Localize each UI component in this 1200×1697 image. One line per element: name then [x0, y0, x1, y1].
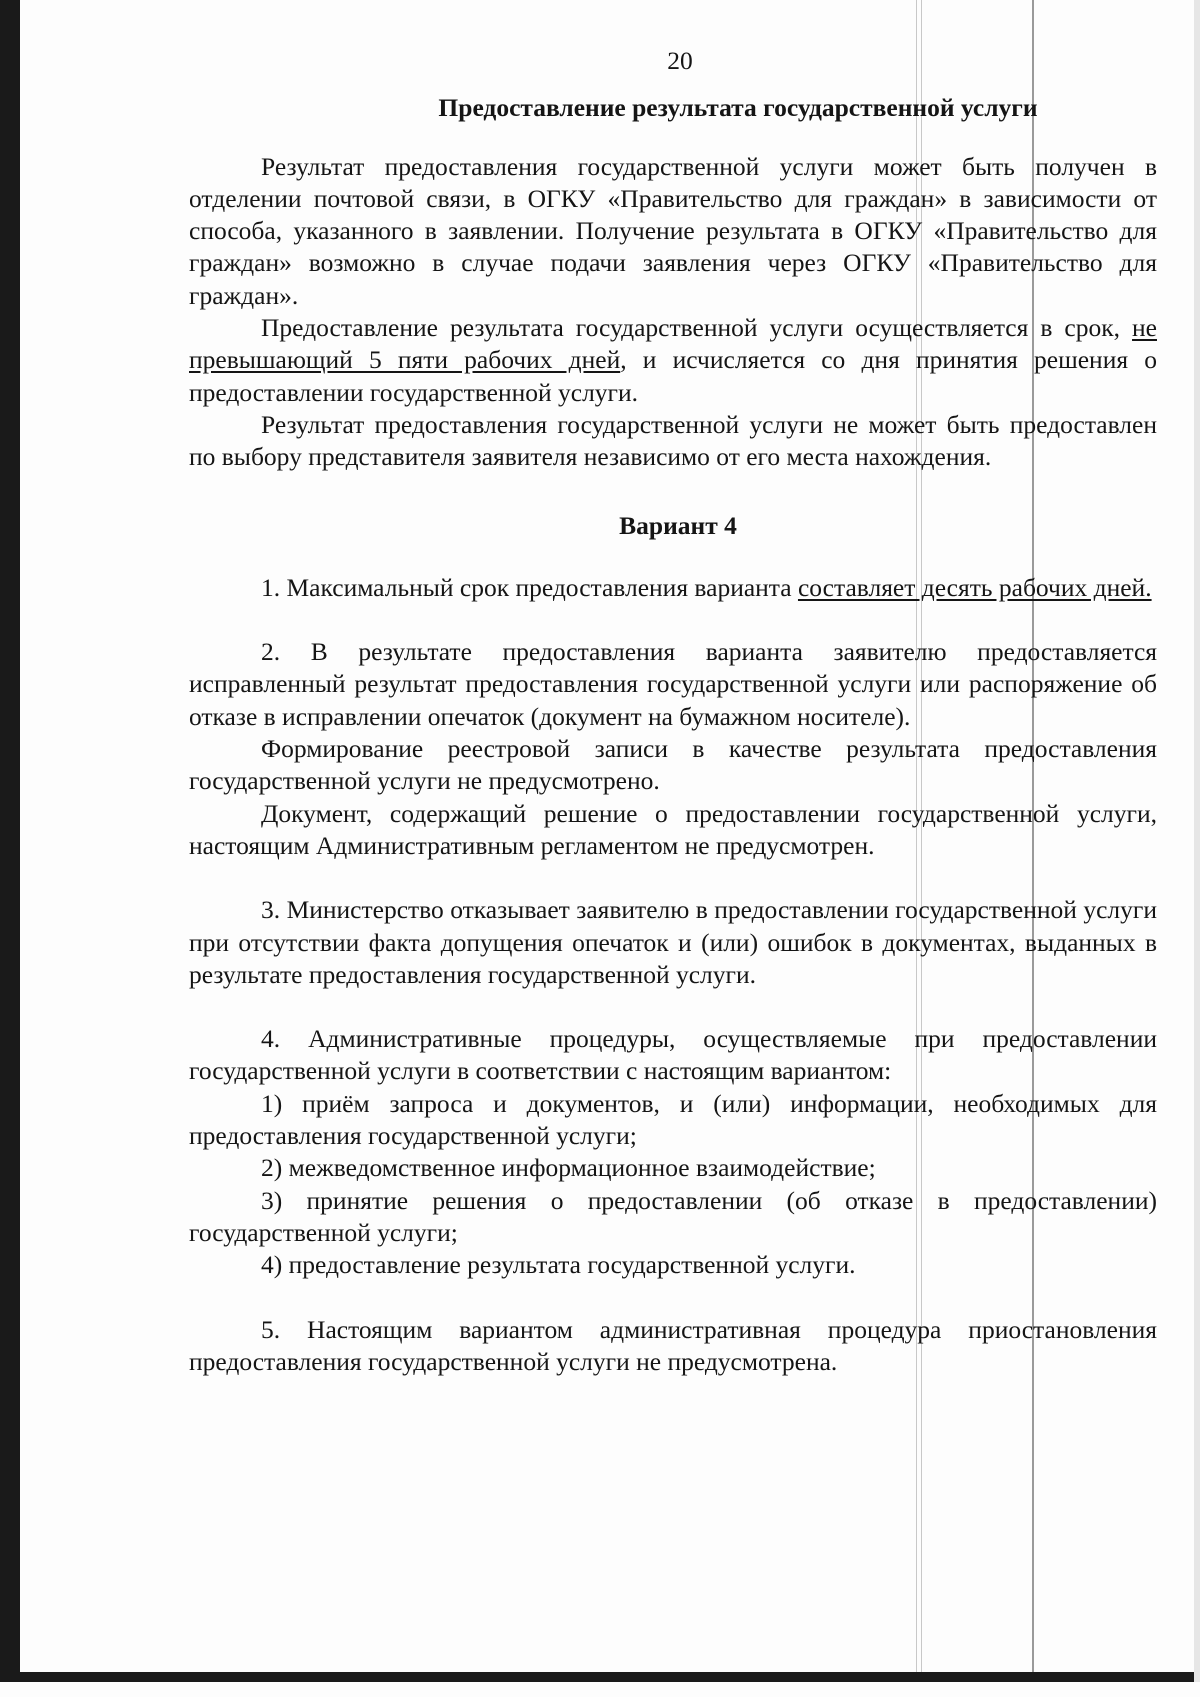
- item-5: 5. Настоящим вариантом административная процедура приостановления предоставления государственной услуги не предусмотрена.: [189, 1314, 1157, 1376]
- item-1-underlined-text: составляет десять рабочих дней.: [797, 572, 1152, 602]
- section-heading: Предоставление результата государственной услуги: [438, 93, 1038, 123]
- scan-border-left: [0, 0, 20, 1682]
- item-4-list-item: 2) межведомственное информационное взаимодействие;: [261, 1153, 876, 1183]
- item-4-list-item: 3) принятие решения о предоставлении (об отказе в предоставлении) государственной услуги;: [189, 1185, 1157, 1247]
- item-1-text: 1. Максимальный срок предоставления варианта: [261, 572, 798, 602]
- item-4-list-item: 4) предоставление результата государственной услуги.: [261, 1250, 856, 1280]
- scan-border-right: [1194, 0, 1200, 1682]
- item-2: 2. В результате предоставления варианта заявителю предоставляется исправленный результат предоставления государственной услуги или распоряжение об отказе в исправлении опечаток (документ на бумажном носителе).: [189, 637, 1157, 731]
- paragraph-result-ways: Результат предоставления государственной услуги может быть получен в отделении почтовой связи, в ОГКУ «Правительство для граждан» в зависимости от способа, указанного в заявлении. Получение результата в ОГКУ «Правительство для граждан» возможно в случае подачи заявления через ОГКУ «Правительство для граждан».: [189, 151, 1157, 310]
- item-2-decision-document: Документ, содержащий решение о предоставлении государственной услуги, настоящим Административным регламентом не предусмотрен.: [189, 798, 1157, 860]
- paragraph-result-choice: Результат предоставления государственной услуги не может быть предоставлен по выбору представителя заявителя независимо от его места нахождения.: [189, 409, 1157, 472]
- item-4-list-item: 1) приём запроса и документов, и (или) информации, необходимых для предоставления государственной услуги;: [189, 1088, 1157, 1151]
- item-3: 3. Министерство отказывает заявителю в предоставлении государственной услуги при отсутствии факта допущения опечаток и (или) ошибок в документах, выданных в результате предоставления государственной услуги.: [189, 895, 1157, 989]
- paragraph-result-term: [189, 312, 1157, 409]
- item-2-registry: Формирование реестровой записи в качестве результата предоставления государственной услуги не предусмотрено.: [189, 734, 1157, 796]
- item-1: [189, 572, 1157, 604]
- scan-border-bottom: [0, 1672, 1200, 1682]
- term-underlined-text: не превышающий 5 пяти рабочих дней: [189, 313, 1157, 375]
- page-number: 20: [667, 46, 693, 75]
- term-text-after: , и исчисляется со дня принятия решения о предоставлении государственной услуги.: [189, 345, 1157, 407]
- item-4: 4. Административные процедуры, осуществляемые при предоставлении государственной услуги в соответствии с настоящим вариантом:: [189, 1024, 1157, 1086]
- term-text-before: Предоставление результата государственной услуги осуществляется в срок,: [261, 313, 1133, 343]
- variant-heading: Вариант 4: [619, 510, 737, 540]
- document-body: [189, 45, 1157, 1378]
